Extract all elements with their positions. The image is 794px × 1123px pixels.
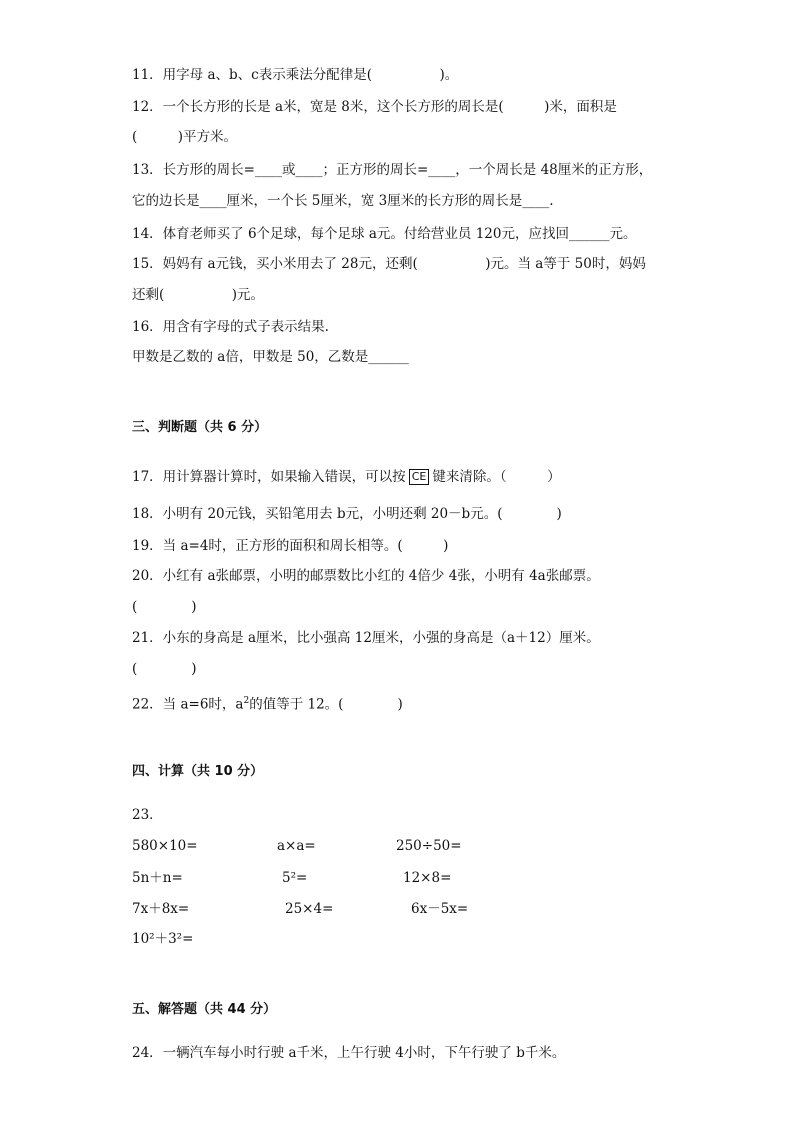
- question-17-text-post: 键来清除。（ ）: [432, 469, 561, 485]
- question-21-line2: ( ): [132, 661, 197, 677]
- section-5-heading: 五、解答题（共 44 分）: [132, 1002, 277, 1017]
- question-13-line2: 它的边长是____厘米，一个长 5厘米，宽 3厘米的长方形的周长是____.: [132, 193, 554, 209]
- calc-item: 580×10=: [132, 838, 198, 854]
- calc-item: 7x＋8x=: [132, 901, 190, 917]
- question-16-line1: 16．用含有字母的式子表示结果.: [132, 319, 329, 335]
- section-3-heading: 三、判断题（共 6 分）: [132, 420, 268, 435]
- calc-item: 12×8=: [403, 870, 452, 886]
- calc-item: 10²＋3²=: [132, 931, 194, 947]
- question-15-line1: 15．妈妈有 a元钱，买小米用去了 28元，还剩( )元。当 a等于 50时，妈妈: [132, 256, 646, 272]
- question-19: 19．当 a=4时，正方形的面积和周长相等。( ): [132, 538, 449, 554]
- question-18: 18．小明有 20元钱，买铅笔用去 b元，小明还剩 20－b元。( ): [132, 506, 562, 522]
- question-17-text-pre: 17．用计算器计算时，如果输入错误，可以按: [132, 469, 406, 485]
- question-20-line1: 20．小红有 a张邮票，小明的邮票数比小红的 4倍少 4张，小明有 4a张邮票。: [132, 568, 600, 584]
- calc-item: 5²=: [282, 870, 308, 886]
- question-12-line2: ( )平方米。: [132, 129, 238, 145]
- question-21-line1: 21．小东的身高是 a厘米，比小强高 12厘米，小强的身高是（a＋12）厘米。: [132, 630, 600, 646]
- question-17: [132, 468, 561, 486]
- question-22-text-pre: 22．当 a=6时，a: [132, 696, 244, 713]
- ce-key-icon: CE: [409, 469, 430, 485]
- question-23: 23．: [132, 807, 163, 823]
- calc-item: 25×4=: [285, 901, 334, 917]
- question-13-line1: 13．长方形的周长=____或____；正方形的周长=____，一个周长是 48厘米的正方形，: [132, 162, 653, 178]
- question-20-line2: ( ): [132, 599, 197, 615]
- calc-item: 250÷50=: [396, 838, 462, 854]
- question-22: [132, 692, 403, 714]
- question-12-line1: 12．一个长方形的长是 a米，宽是 8米，这个长方形的周长是( )米，面积是: [132, 99, 617, 115]
- calc-item: a×a=: [277, 838, 316, 854]
- calc-item: 6x－5x=: [411, 901, 469, 917]
- question-24: 24．一辆汽车每小时行驶 a千米，上午行驶 4小时，下午行驶了 b千米。: [132, 1045, 566, 1061]
- question-22-exponent: 2: [243, 696, 250, 706]
- calc-item: 5n＋n=: [132, 870, 183, 886]
- question-16-line2: 甲数是乙数的 a倍，甲数是 50，乙数是______: [132, 349, 409, 365]
- question-22-text-post: 的值等于 12。( ): [249, 696, 403, 713]
- question-11: 11．用字母 a、b、c表示乘法分配律是( )。: [132, 67, 459, 83]
- question-15-line2: 还剩( )元。: [132, 287, 265, 303]
- question-14: 14．体育老师买了 6个足球，每个足球 a元。付给营业员 120元，应找回______元。: [132, 226, 637, 242]
- section-4-heading: 四、计算（共 10 分）: [132, 764, 264, 779]
